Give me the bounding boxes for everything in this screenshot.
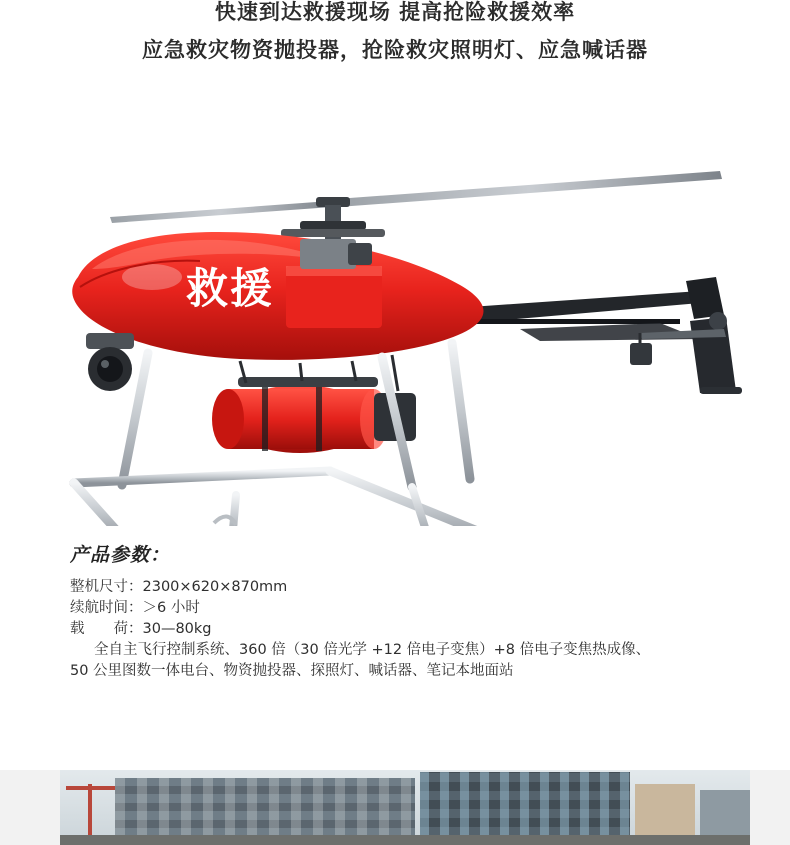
product-parameters (0, 540, 790, 682)
gimbal-camera (86, 333, 134, 391)
spec-extra-line-2: 50 公里图数一体电台、物资抛投器、探照灯、喊话器、笔记本地面站 (70, 663, 514, 679)
construction-site-photo (60, 770, 750, 845)
specs-title: 产品参数： (70, 544, 171, 566)
spec-value: ＞6 小时 (142, 600, 200, 616)
main-rotor-blades (110, 171, 722, 223)
spec-value: 30—80kg (142, 621, 212, 637)
fuselage-logo-text: 救援 (186, 264, 275, 313)
spec-row (70, 598, 790, 619)
spec-label: 续航时间： (70, 600, 143, 616)
spec-label: 载 荷： (70, 621, 143, 637)
bottom-photo-strip (0, 770, 790, 845)
engine-cowling (286, 239, 382, 328)
spec-extra-line-1: 全自主飞行控制系统、360 倍（30 倍光学 +12 倍电子变焦）+8 倍电子变焦热成像、 (94, 642, 651, 658)
page-title (0, 0, 790, 65)
spec-value: 2300×620×870mm (142, 579, 288, 595)
helicopter-illustration (0, 71, 790, 526)
headline-line-1: 快速到达救援现场 提高抢险救援效率 (214, 0, 576, 24)
ground-strip (60, 835, 750, 845)
hero-image (0, 71, 790, 526)
spec-label: 整机尺寸： (70, 579, 143, 595)
spec-row (70, 619, 790, 640)
headline-line-2: 应急救灾物资抛投器，抢险救灾照明灯、应急喊话器 (142, 38, 648, 62)
spec-row (70, 577, 790, 598)
